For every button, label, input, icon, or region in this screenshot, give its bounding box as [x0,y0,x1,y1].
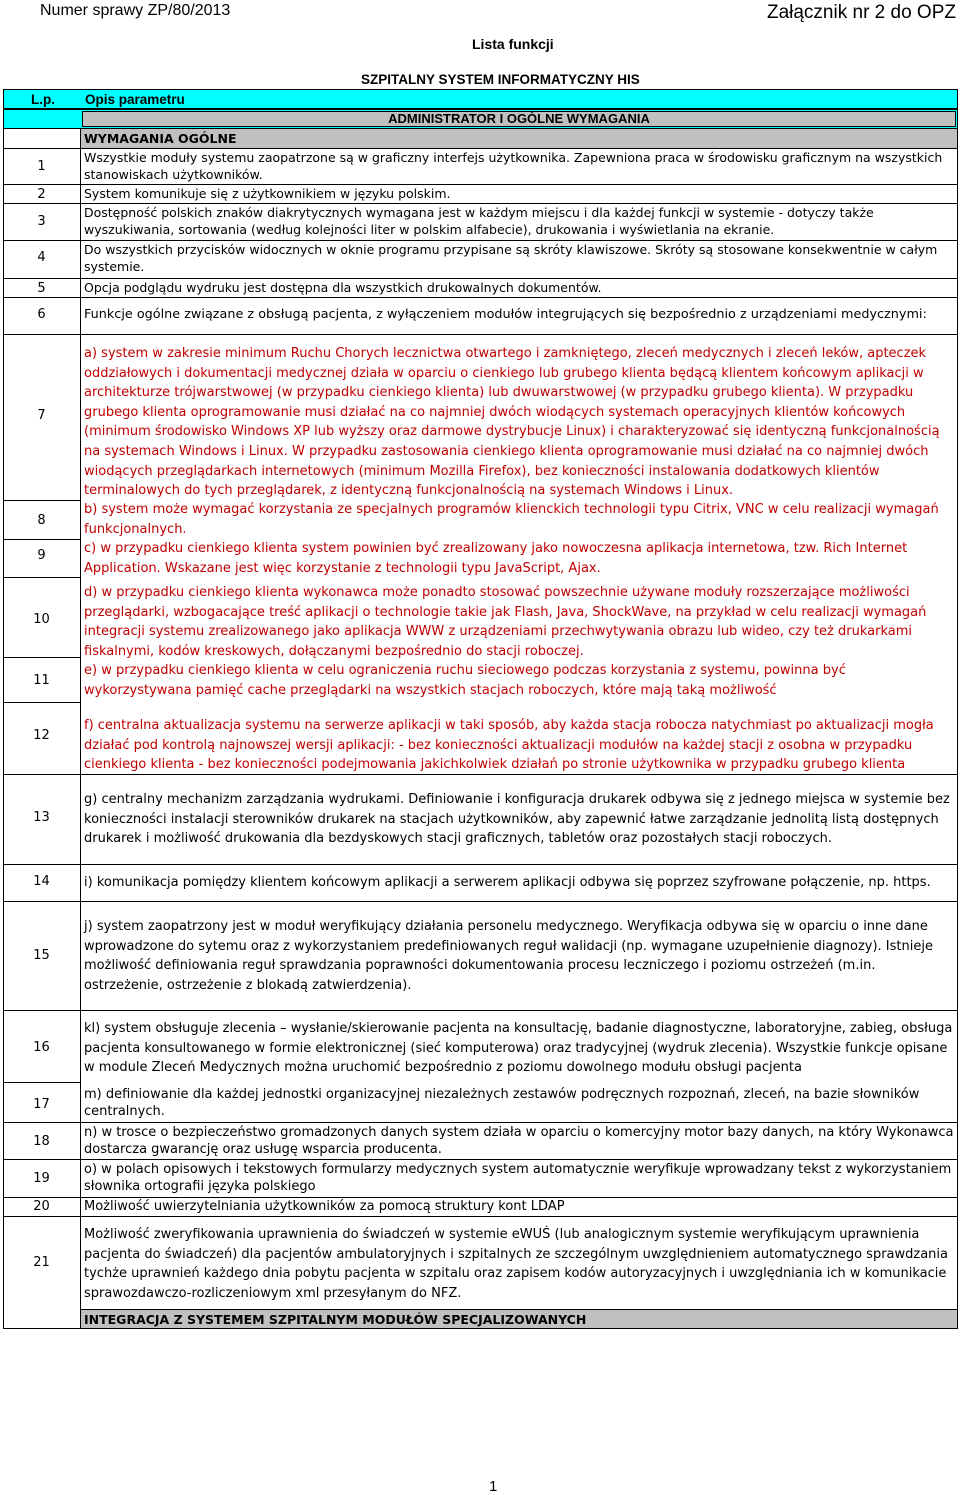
row-description: d) w przypadku cienkiego klienta wykonawca może ponadto stosować powszechnie używane moduły rozszerzające możliwości przeglądarki, wzbogacające treść aplikacji o technologie takie jak Flash, Java, ShockWave, na przykład w celu realizacji wymagań integracji systemu zrealizowanego jako aplikacja WWW z urządzeniami przechwytywania obrazu lub wideo, czy też drukarkami fiskalnymi, kodów kreskowych, dołączanymi bezpośrednio do stacji roboczej. [84,585,927,659]
row-number: 12 [33,728,50,743]
row-separator [3,1010,958,1011]
row-separator [3,297,958,298]
row-number: 4 [37,250,46,265]
row-number: 20 [33,1199,50,1214]
attachment-label: Załącznik nr 2 do OPZ [766,2,956,23]
row-number: 1 [37,159,46,174]
row-separator [3,1216,958,1217]
row-number: 7 [37,408,46,423]
row-number: 9 [37,548,46,563]
table-border-right [957,129,958,1329]
row-number: 17 [33,1097,50,1112]
row-separator [3,1082,81,1083]
page-number: 1 [489,1478,498,1495]
row-description: Funkcje ogólne związane z obsługą pacjenta, z wyłączeniem modułów integrujących się bezpośrednio z urządzeniami medycznymi: [84,307,927,322]
row-description: Możliwość zweryfikowania uprawnienia do świadczeń w systemie eWUŚ (lub analogicznym systemie weryfikującym uprawnienia pacjenta do świadczeń) dla pacjentów ambulatoryjnych i szpitalnych ze szczególnym uwzględnieniem automatycznego sprawdzania tychże uprawnień każdego dnia pobytu pacjenta w szpitalu oraz zapisem kodów autoryzacyjnych i uwzględniania ich w komunikacie sprawozdawczo-rozliczeniowym xml przesyłanym do NFZ. [84,1227,948,1301]
row-number: 18 [33,1134,50,1149]
row-number: 13 [33,810,50,825]
row-separator [3,334,958,335]
section-general-requirements: WYMAGANIA OGÓLNE [81,129,957,148]
row-separator [3,1122,958,1123]
row-description: o) w polach opisowych i tekstowych formularzy medycznych system automatycznie weryfikuje wprowadzany tekst z wykorzystaniem słownika ortografii języka polskiego [84,1162,952,1194]
row-number: 14 [33,874,50,889]
row-separator [3,864,958,865]
row-description: a) system w zakresie minimum Ruchu Chorych lecznictwa otwartego i zamkniętego, zleceń medycznych i zleceń leków, apteczek oddziałowych i dokumentacji medycznej działa w oparciu o cienkiego lub grubego klienta będącą klientem końcowym aplikacji w architekturze trójwarstwowej (w przypadku cienkiego klienta) lub dwuwarstwowej (w przypadku grubego klienta). W przypadku grubego klienta oprogramowanie musi działać na co najmniej dwóch wiodących systemach operacyjnych klientów końcowych (minimum środowisko Windows XP lub wyższy oraz darmowe dystrybucje Linux) i charakteryzować się identyczną funkcjonalnością na systemach Windows i Linux. W przypadku zastosowania cienkiego klienta oprogramowanie musi działać na co najmniej dwóch wiodących przeglądarkach internetowych (minimum Mozilla Firefox), bez konieczności instalowania dodatkowych klientów terminalowych do tych przeglądarek, z identyczną funkcjonalnością na systemach Windows i Linux. [84,346,940,499]
row-description: e) w przypadku cienkiego klienta w celu ograniczenia ruchu sieciowego podczas korzystania z systemu, powinna być wykorzystywana pamięć cache przeglądarki na wszystkich stacjach roboczych, które mają taką możliwość [84,663,846,698]
section-admin-title: ADMINISTRATOR I OGÓLNE WYMAGANIA [82,111,956,127]
row-number: 3 [37,214,46,229]
row-description: Wszystkie moduły systemu zaopatrzone są w graficzny interfejs użytkownika. Zapewniona praca w środowisku graficznym na wszystkich stanowiskach użytkowników. [84,150,943,182]
row-separator [3,901,958,902]
row-number: 16 [33,1040,50,1055]
row-description: Opcja podglądu wydruku jest dostępna dla wszystkich drukowalnych dokumentów. [84,280,602,295]
table-header [3,89,958,109]
row-description: j) system zaopatrzony jest w moduł weryfikujący działania personelu medycznego. Weryfikacja odbywa się w oparciu o inne dane wprowadzone do sytemu oraz z wykorzystaniem predefiniowanych reguł walidacji (np. wymagane uzupełnienie diagnozy). Istnieje możliwość definiowania reguł sprawdzania poprawności dokumentowania procesu leczniczego i poziomu ostrzeżeń (m.in. ostrzeżenie, ostrzeżenie z blokadą zatwierdzenia). [84,919,933,993]
case-number: Numer sprawy ZP/80/2013 [40,2,231,19]
row-separator [3,577,81,578]
row-separator [3,702,81,703]
row-description: System komunikuje się z użytkownikiem w języku polskim. [84,186,451,201]
row-number: 2 [37,187,46,202]
row-description: g) centralny mechanizm zarządzania wydrukami. Definiowanie i konfiguracja drukarek odbywa się z jednego miejsca w systemie bez konieczności instalacji sterowników drukarek na stacjach użytkowników, aby zapewnić łatwe zarządzanie jednolitą listą dostępnych drukarek i możliwość drukowania dla bezdyskowych stacji graficznych, tabletów oraz pozostałych stacji roboczych. [84,792,950,847]
row-separator [3,539,81,540]
system-title: SZPITALNY SYSTEM INFORMATYCZNY HIS [361,72,640,87]
row-description: m) definiowanie dla każdej jednostki organizacyjnej niezależnych zestawów podręcznych rozpoznań, zleceń, na bazie słowników centralnych. [84,1087,920,1119]
table-column-divider [80,129,81,1329]
row-separator [3,500,81,501]
row-description: f) centralna aktualizacja systemu na serwerze aplikacji w taki sposób, aby każda stacja robocza natychmiast po aktualizacji mogła działać pod kontrolą najnowszej wersji aplikacji: - bez konieczności aktualizacji modułów na każdej stacji z osobna w przypadku cienkiego klienta - bez konieczności podejmowania jakichkolwiek działań po stronie użytkownika w przypadku grubego klienta [84,718,934,773]
row-description: c) w przypadku cienkiego klienta system powinien być zrealizowany jako nowoczesna aplikacja internetowa, tzw. Rich Internet Application. Wskazane jest więc korzystanie z technologii typu JavaScript, Ajax. [84,541,908,576]
row-number: 5 [37,281,46,296]
section-admin-band [3,109,958,129]
table-border-bottom [3,1328,958,1329]
list-title: Lista funkcji [472,36,554,52]
row-number: 15 [33,948,50,963]
header-lp: L.p. [31,92,55,107]
row-number: 10 [33,612,50,627]
row-number: 21 [33,1255,50,1270]
row-separator [3,774,958,775]
row-description: b) system może wymagać korzystania ze specjalnych programów klienckich technologii typu Citrix, VNC w celu realizacji wymagań funkcjonalnych. [84,502,939,537]
header-description: Opis parametru [85,92,185,107]
row-description: kl) system obsługuje zlecenia – wysłanie/skierowanie pacjenta na konsultację, badanie diagnostyczne, laboratoryjne, zabieg, obsługa pacjenta konsultowanego w formie elektronicznej (sieć komputerowa) oraz tradycyjnej (wydruk zlecenia). Wszystkie funkcje opisane w module Zleceń Medycznych można uruchomić bezpośrednio z poziomu dowolnego modułu obsługi pacjenta [84,1021,953,1076]
row-description: Do wszystkich przycisków widocznych w oknie programu przypisane są skróty klawiszowe. Skróty są stosowane konsekwentnie w całym systemie. [84,242,938,274]
row-number: 6 [37,307,46,322]
row-number: 11 [33,673,50,688]
row-number: 8 [37,513,46,528]
row-description: Dostępność polskich znaków diakrytycznych wymagana jest w każdym miejscu i dla każdej funkcji w systemie - dotyczy także wyszukiwania, sortowania (według kolejności liter w polskim alfabecie), drukowania i wyświetlania na ekranie. [84,205,874,237]
row-separator [3,1159,958,1160]
row-number: 19 [33,1171,50,1186]
row-description: i) komunikacja pomiędzy klientem końcowym aplikacji a serwerem aplikacji odbywa się poprzez szyfrowane połączenie, np. https. [84,875,931,890]
section-integration: INTEGRACJA Z SYSTEMEM SZPITALNYM MODUŁÓW SPECJALIZOWANYCH [81,1309,957,1329]
row-separator [3,657,81,658]
row-description: n) w trosce o bezpieczeństwo gromadzonych danych system działa w oparciu o komercyjny motor bazy danych, na który Wykonawca dostarcza gwarancję oraz usługę wsparcia producenta. [84,1125,954,1157]
row-description: Możliwość uwierzytelniania użytkowników za pomocą struktury kont LDAP [84,1199,565,1214]
